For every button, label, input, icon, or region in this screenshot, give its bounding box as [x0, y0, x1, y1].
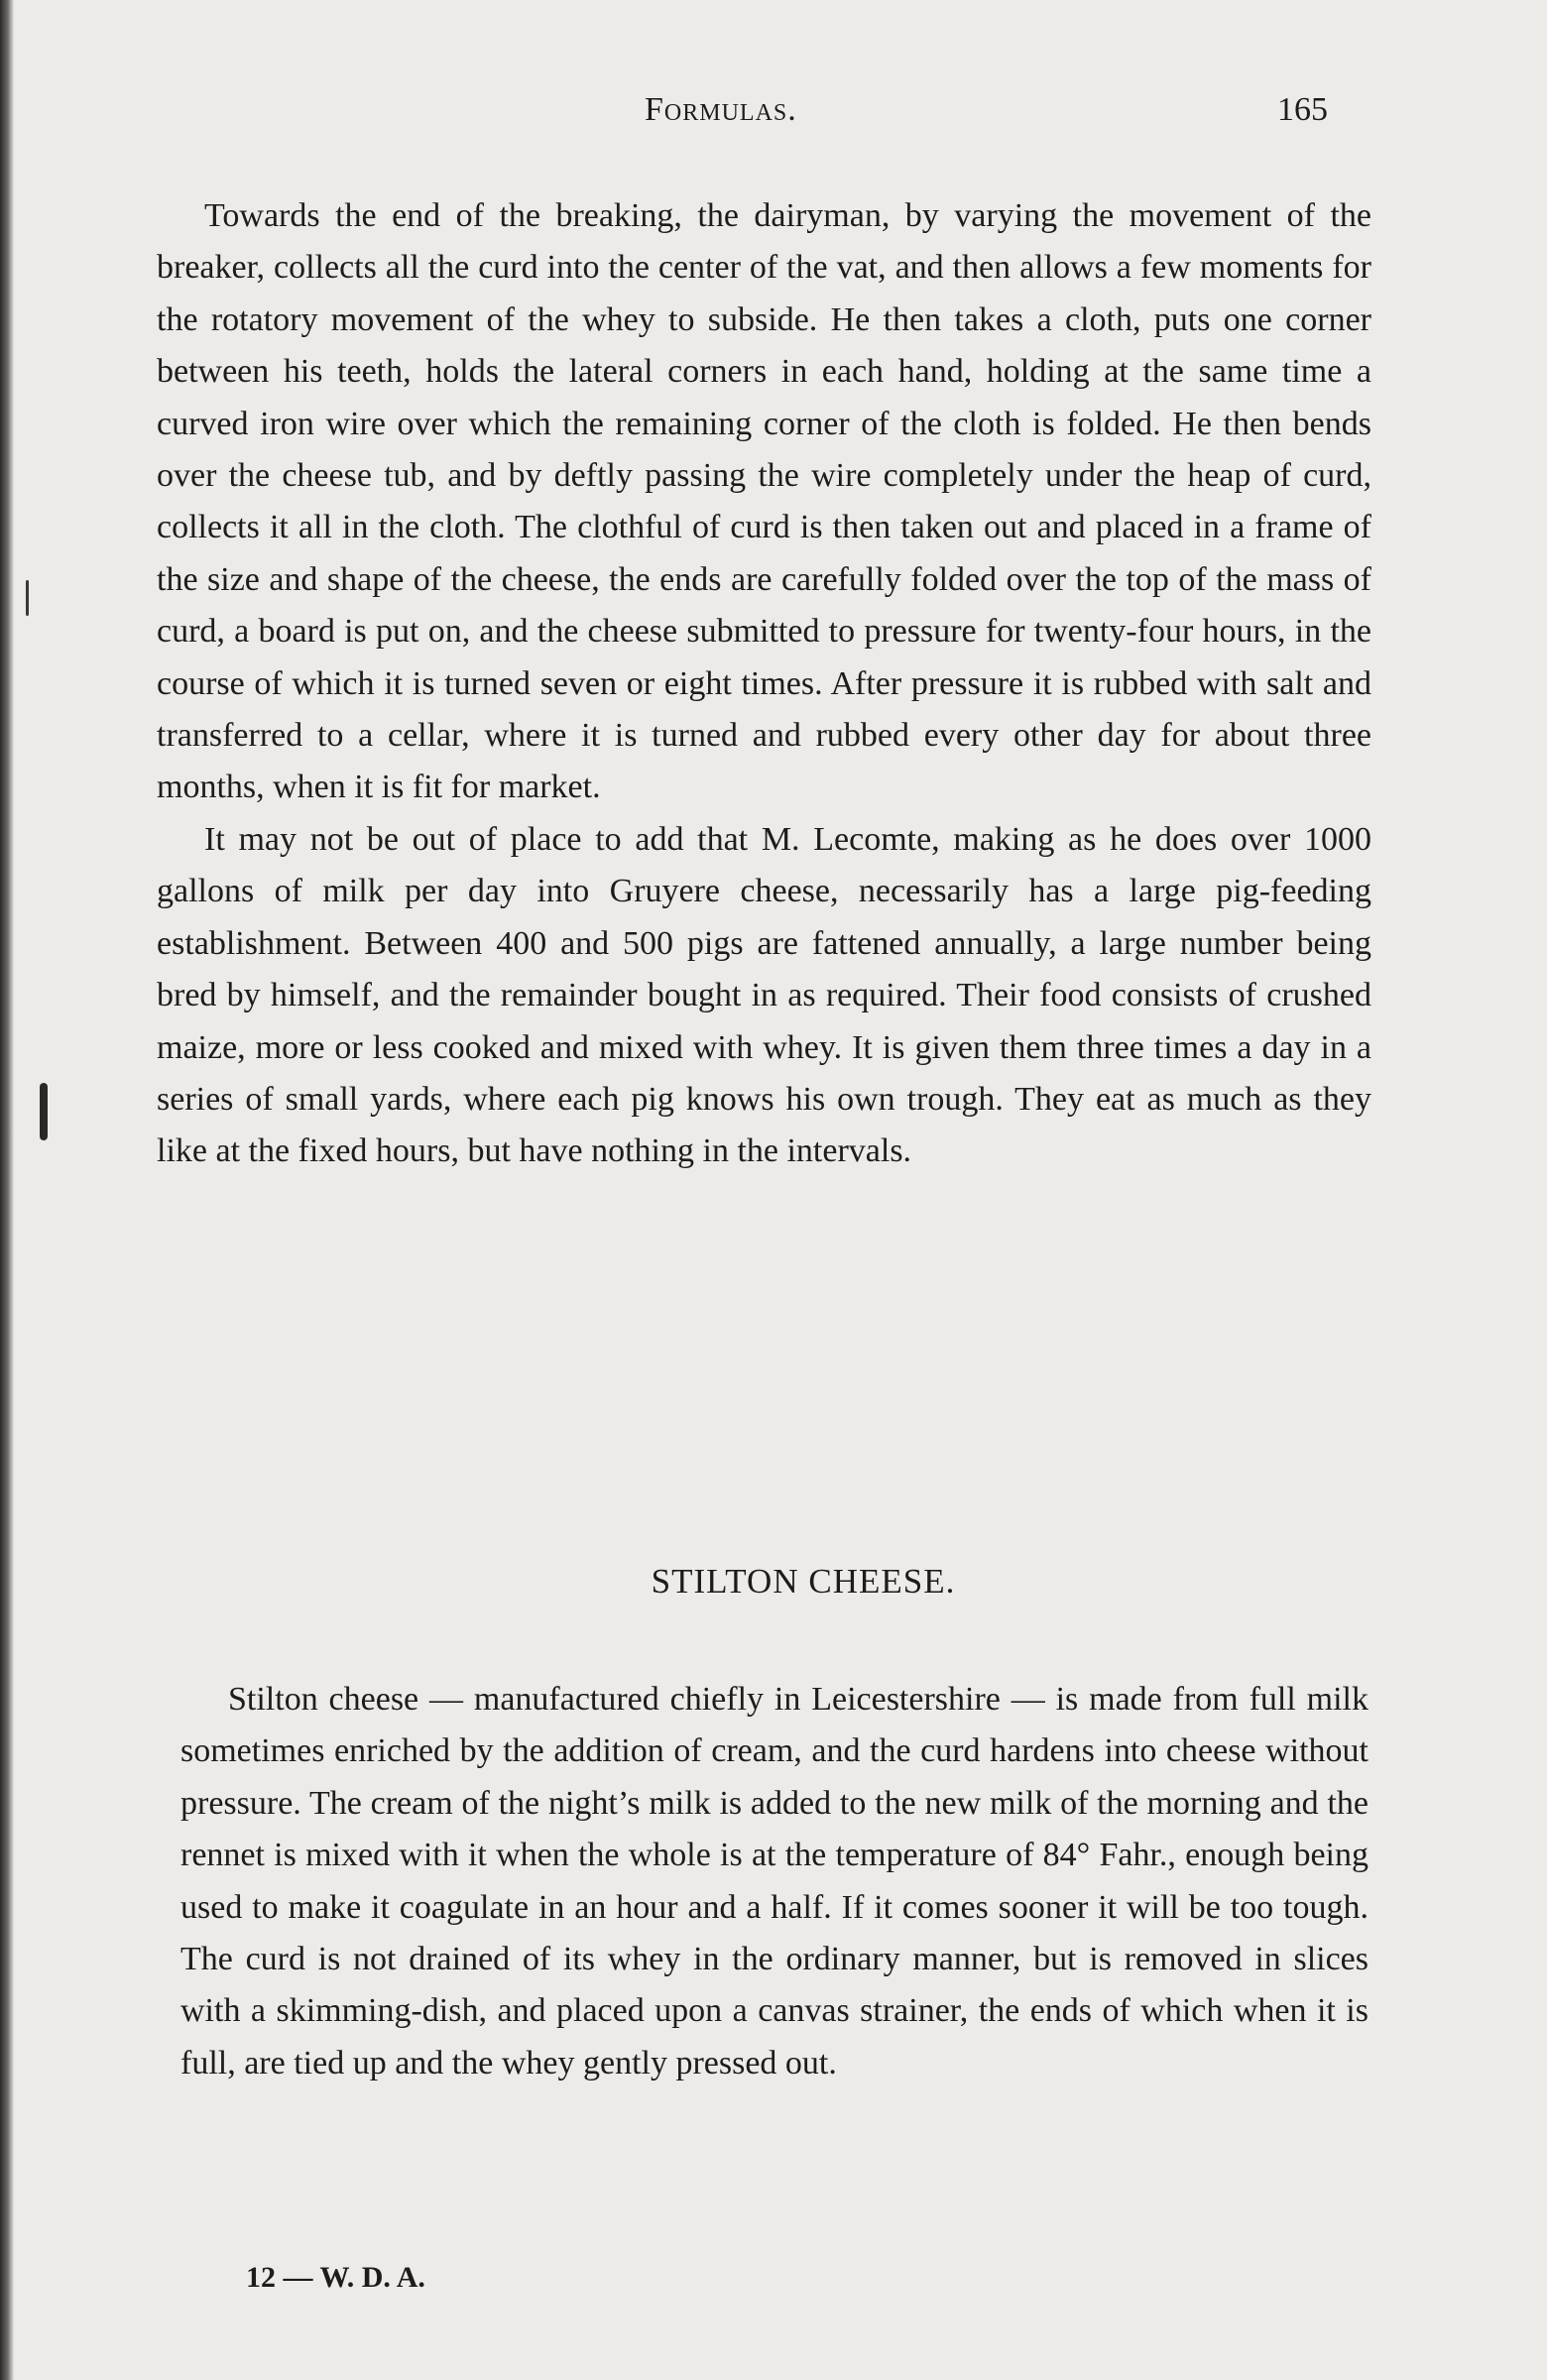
margin-mark: [40, 1083, 48, 1140]
section-body: [180, 1674, 1368, 2089]
paragraph: Stilton cheese — manufactured chiefly in Leicestershire — is made from full milk sometimes enriched by the addition of cream, and the curd hardens into cheese without pressure. The cream of the night’s milk is added to the new milk of the morning and the rennet is mixed with it when the whole is at the temperature of 84° Fahr., enough being used to make it coagulate in an hour and a half. If it comes sooner it will be too tough. The curd is not drained of its whey in the ordinary manner, but is removed in slices with a skimming-dish, and placed upon a canvas strainer, the ends of which when it is full, are tied up and the whey gently pressed out.: [180, 1681, 1368, 2082]
page-number: 165: [1277, 91, 1328, 128]
paragraph: Towards the end of the breaking, the dairyman, by varying the movement of the breaker, collects all the curd into the center of the vat, and then allows a few moments for the rotatory movement of the whey to subside. He then takes a cloth, puts one corner between his teeth, holds the lateral corners in each hand, holding at the same time a curved iron wire over which the remaining corner of the cloth is folded. He then bends over the cheese tub, and by deftly passing the wire completely under the heap of curd, collects it all in the cloth. The clothful of curd is then taken out and placed in a frame of the size and shape of the cheese, the ends are carefully folded over the top of the mass of curd, a board is put on, and the cheese submitted to pressure for twenty-four hours, in the course of which it is turned seven or eight times. After pressure it is rubbed with salt and transferred to a cellar, where it is turned and rubbed every other day for about three months, when it is fit for market.: [157, 197, 1371, 806]
section-heading-text: STILTON CHEESE.: [651, 1562, 956, 1601]
margin-mark: [26, 580, 29, 616]
section-heading: [0, 1562, 1547, 1602]
running-head: Formulas.: [645, 91, 797, 128]
paragraph: It may not be out of place to add that M. Lecomte, making as he does over 1000 gallons of milk per day into Gruyere cheese, necessarily has a large pig-feeding establishment. Between 400 and 500 pigs are fattened annually, a large number being bred by himself, and the remainder bought in as required. Their food consists of crushed maize, more or less cooked and mixed with whey. It is given them three times a day in a series of small yards, where each pig knows his own trough. They eat as much as they like at the fixed hours, but have nothing in the intervals.: [157, 820, 1371, 1170]
body-text: [157, 190, 1371, 1178]
signature-mark: 12 — W. D. A.: [246, 2261, 425, 2294]
page-header: [0, 91, 1547, 141]
page-binding-edge: [0, 0, 14, 2380]
